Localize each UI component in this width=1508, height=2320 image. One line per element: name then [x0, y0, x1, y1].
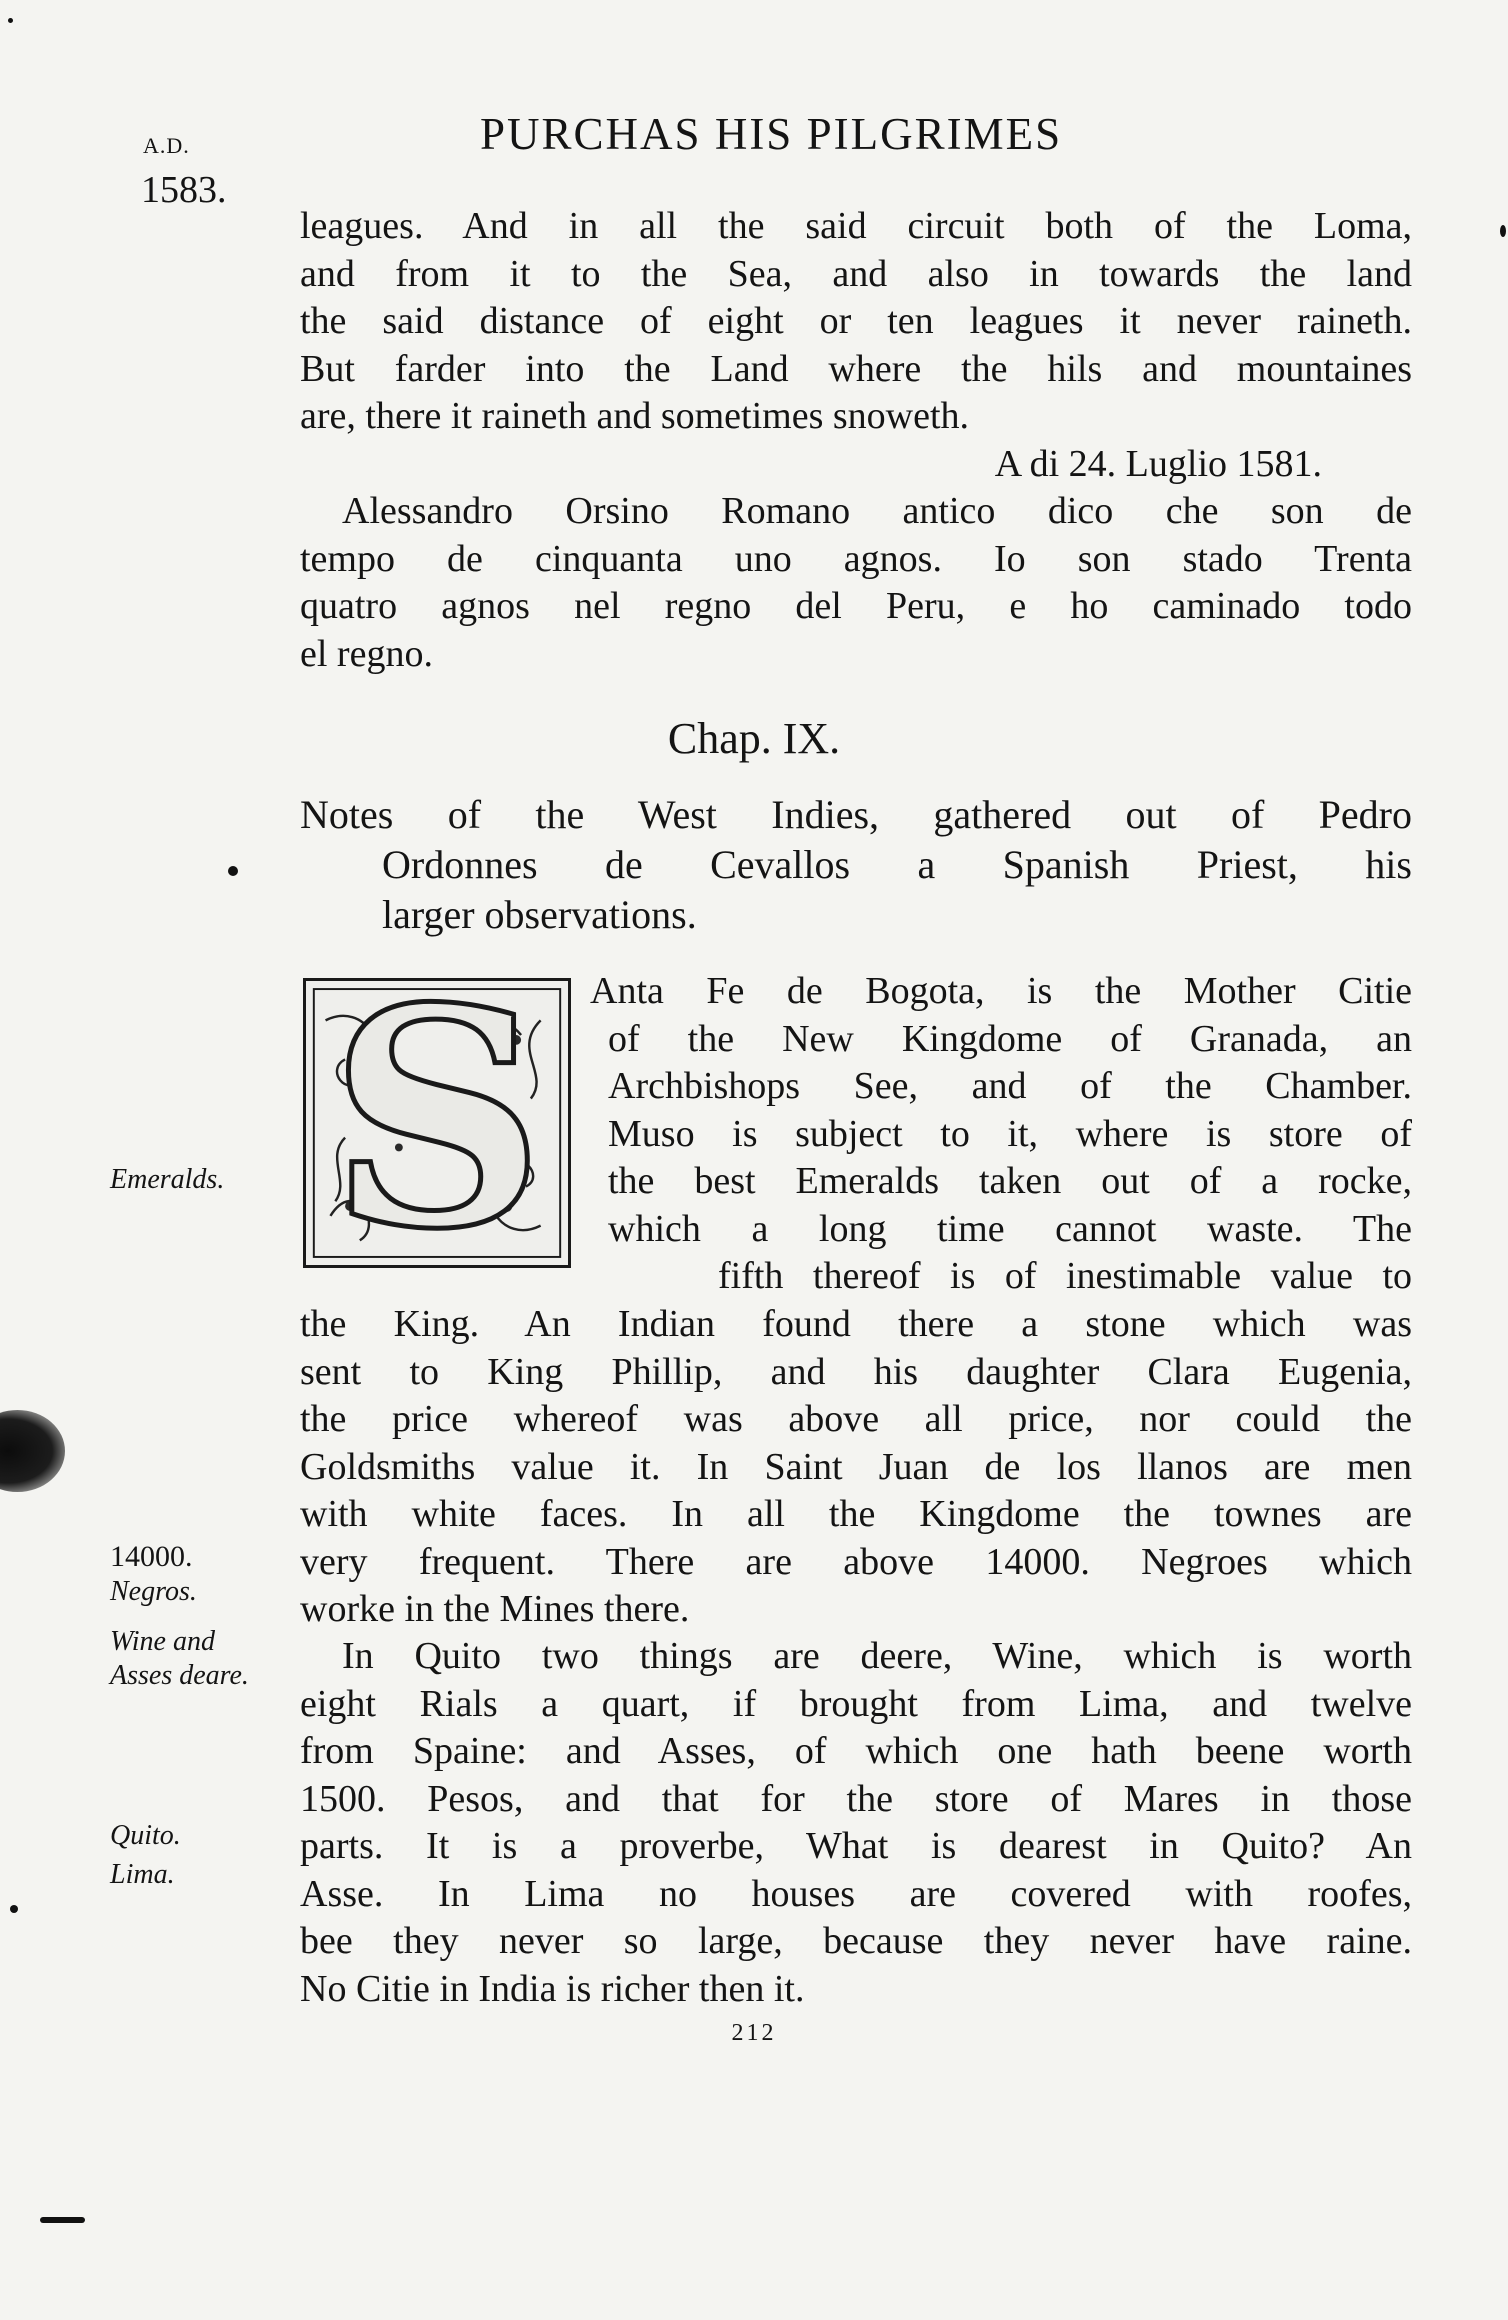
- chapter-title-line: Ordonnes de Cevallos a Spanish Priest, his: [382, 842, 1412, 887]
- chapter-title: [300, 790, 1412, 940]
- text-line: tempo de cinquanta uno agnos. Io son stado Trenta: [300, 537, 1412, 580]
- text-line: leagues. And in all the said circuit both of the Loma,: [300, 205, 1412, 247]
- text-line: which a long time cannot waste. The: [608, 1207, 1412, 1250]
- paragraph-bogota-start: [590, 968, 1412, 1301]
- text-line: fifth thereof is of inestimable value to: [718, 1255, 1412, 1297]
- text-line: Muso is subject to it, where is store of: [608, 1112, 1412, 1155]
- page-number: 212: [731, 2020, 777, 2046]
- scan-speck: [40, 2217, 85, 2223]
- running-title: PURCHAS HIS PILGRIMES: [480, 109, 1063, 159]
- paragraph-bogota-cont: [300, 1301, 1412, 1634]
- margin-note-quito: Quito.: [110, 1820, 181, 1851]
- scan-smudge: [0, 1410, 65, 1492]
- margin-year-label: A.D.: [143, 133, 190, 158]
- text-line: with white faces. In all the Kingdome the townes are: [300, 1493, 1412, 1535]
- text-line: quatro agnos nel regno del Peru, e ho caminado todo: [300, 585, 1412, 627]
- margin-note-negros: Negros.: [110, 1576, 197, 1607]
- chapter-title-line: Notes of the West Indies, gathered out of Pedro: [300, 792, 1412, 837]
- dateline: A di 24. Luglio 1581.: [994, 442, 1322, 485]
- text-line: of the New Kingdome of Granada, an: [608, 1017, 1412, 1060]
- scan-speck: [10, 1905, 18, 1913]
- text-line: are, there it raineth and sometimes snoweth.: [300, 395, 970, 437]
- text-line: the King. An Indian found there a stone which was: [300, 1303, 1412, 1345]
- text-line: the price whereof was above all price, nor could the: [300, 1398, 1412, 1440]
- chapter-heading: Chap. IX.: [667, 714, 841, 763]
- text-line: the best Emeralds taken out of a rocke,: [608, 1160, 1412, 1202]
- text-line: Asse. In Lima no houses are covered with roofes,: [300, 1872, 1412, 1915]
- text-line: bee they never so large, because they never have raine.: [300, 1920, 1412, 1962]
- text-line: 1500. Pesos, and that for the store of Mares in those: [300, 1777, 1412, 1820]
- margin-note-lima: Lima.: [110, 1859, 175, 1890]
- text-line: el regno.: [300, 632, 433, 675]
- text-line: the said distance of eight or ten leagues it never raineth.: [300, 300, 1412, 342]
- scan-speck: [228, 866, 238, 876]
- decorated-initial-s: [303, 942, 571, 1295]
- chapter-title-line: larger observations.: [382, 892, 697, 937]
- text-line: eight Rials a quart, if brought from Lima, and twelve: [300, 1682, 1412, 1725]
- text-line: No Citie in India is richer then it.: [300, 1967, 805, 2010]
- margin-note-emeralds: Emeralds.: [110, 1164, 225, 1195]
- scan-speck: [8, 18, 13, 23]
- text-line: Archbishops See, and of the Chamber.: [608, 1065, 1412, 1107]
- text-line: sent to King Phillip, and his daughter Clara Eugenia,: [300, 1350, 1412, 1393]
- text-line: from Spaine: and Asses, of which one hath beene worth: [300, 1730, 1412, 1772]
- text-line: parts. It is a proverbe, What is dearest in Quito? An: [300, 1825, 1412, 1867]
- margin-note-wine: Wine and: [110, 1626, 215, 1657]
- paragraph-quito: [300, 1633, 1412, 2013]
- text-line: Anta Fe de Bogota, is the Mother Citie: [590, 970, 1412, 1012]
- text-line: worke in the Mines there.: [300, 1588, 690, 1630]
- margin-year: 1583.: [141, 169, 227, 211]
- text-line: In Quito two things are deere, Wine, which is worth: [342, 1635, 1412, 1677]
- scan-speck: [1500, 225, 1506, 237]
- margin-note-count: 14000.: [110, 1540, 193, 1573]
- text-line: Alessandro Orsino Romano antico dico che son de: [342, 490, 1412, 532]
- text-line: very frequent. There are above 14000. Negroes which: [300, 1540, 1412, 1583]
- margin-note-asses: Asses deare.: [110, 1660, 249, 1691]
- paragraph-loma: [300, 203, 1412, 678]
- text-line: But farder into the Land where the hils and mountaines: [300, 347, 1412, 390]
- drop-cap-letter: S: [328, 942, 546, 1295]
- text-line: Goldsmiths value it. In Saint Juan de los llanos are men: [300, 1445, 1412, 1488]
- text-line: and from it to the Sea, and also in towards the land: [300, 252, 1412, 295]
